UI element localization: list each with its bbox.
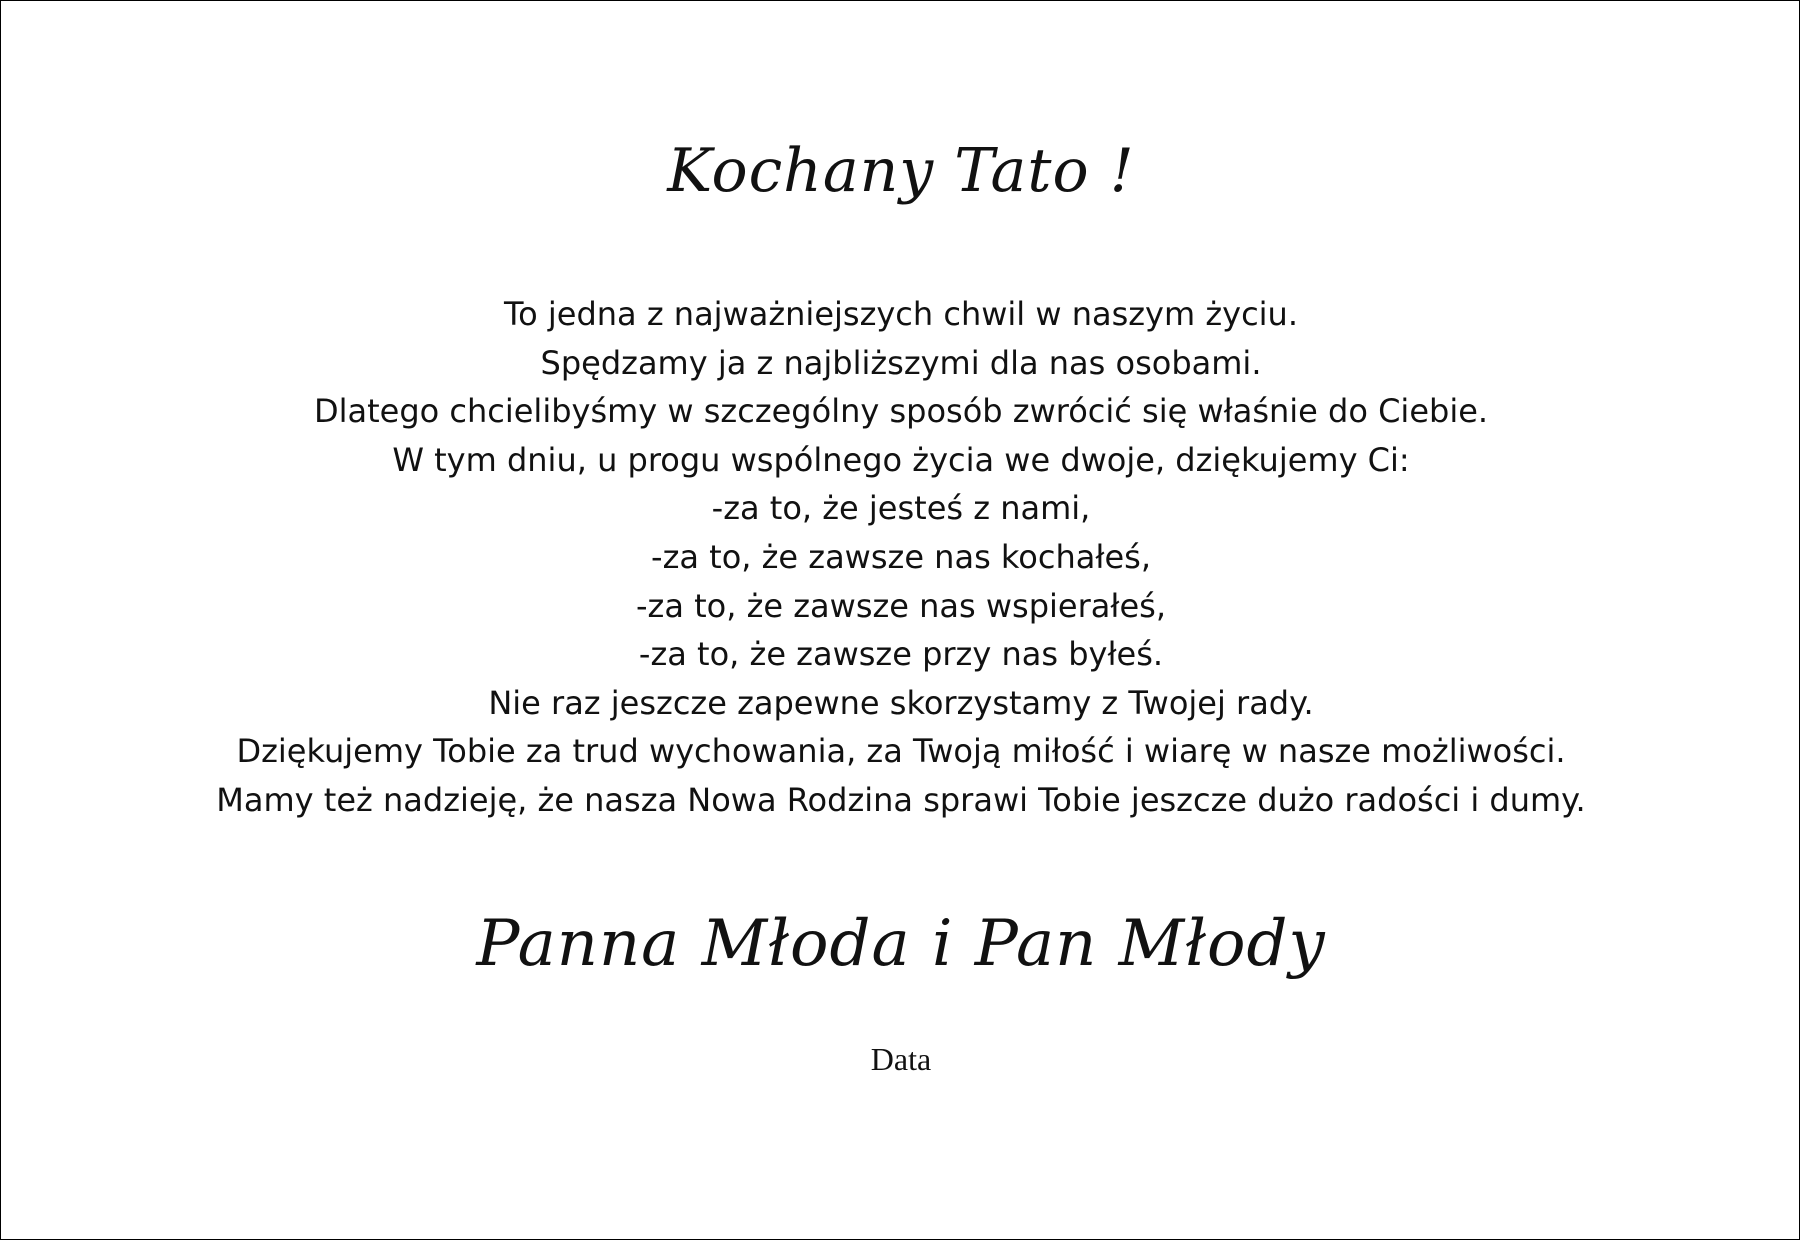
message-line: Nie raz jeszcze zapewne skorzystamy z Twojej rady. <box>488 683 1314 722</box>
message-line: Dziękujemy Tobie za trud wychowania, za Twoją miłość i wiarę w nasze możliwości. <box>236 732 1566 771</box>
card-title: Kochany Tato ! <box>667 136 1135 206</box>
message-line: -za to, że jesteś z nami, <box>711 489 1091 528</box>
card-signature: Panna Młoda i Pan Młody <box>476 907 1326 981</box>
message-line: Mamy też nadzieję, że nasza Nowa Rodzina sprawi Tobie jeszcze dużo radości i dumy. <box>216 780 1586 819</box>
message-line: W tym dniu, u progu wspólnego życia we dwoje, dziękujemy Ci: <box>392 440 1410 479</box>
card-date: Data <box>870 1041 932 1077</box>
message-line: -za to, że zawsze nas wspierałeś, <box>635 586 1166 625</box>
message-line: -za to, że zawsze przy nas byłeś. <box>638 635 1164 674</box>
message-line: Dlatego chcielibyśmy w szczególny sposób zwrócić się właśnie do Ciebie. <box>313 392 1489 431</box>
message-line: Spędzamy ja z najbliższymi dla nas osobami. <box>540 343 1262 382</box>
message-line: To jedna z najważniejszych chwil w naszym życiu. <box>504 295 1298 333</box>
message-line: -za to, że zawsze nas kochałeś, <box>651 537 1151 576</box>
card-message <box>1 290 1800 825</box>
